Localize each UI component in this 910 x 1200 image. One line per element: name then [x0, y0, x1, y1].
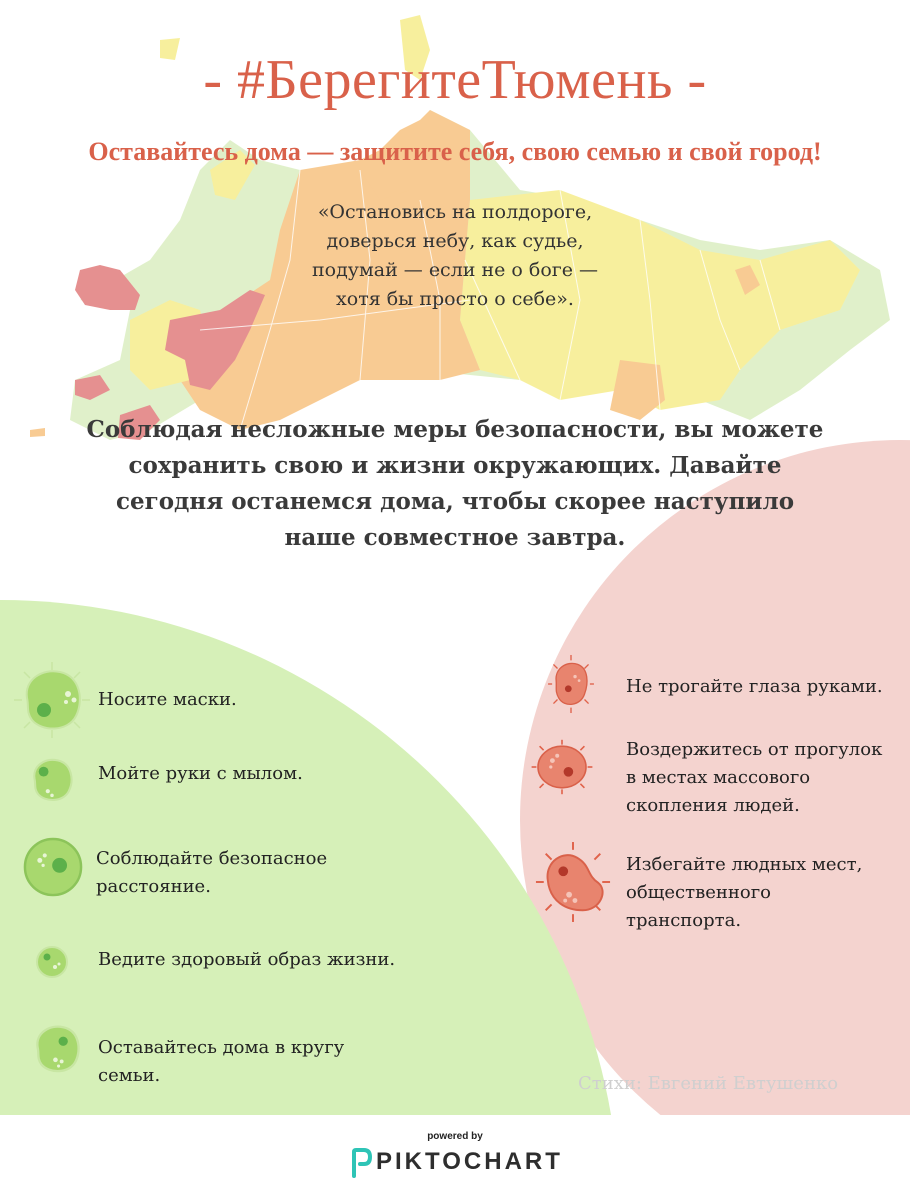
- green-germ-icon: [26, 1018, 88, 1080]
- piktochart-brand[interactable]: PIKTOCHART: [376, 1148, 563, 1175]
- dont-item-text: транспорта.: [626, 910, 742, 931]
- red-germ-icon: [544, 652, 598, 716]
- poem-quote: [255, 198, 655, 314]
- red-germ-icon: [534, 840, 612, 924]
- quote-line: доверься небу, как судье,: [326, 230, 584, 252]
- message-line: Соблюдая несложные меры безопасности, вы можете: [86, 416, 824, 443]
- do-item: [98, 760, 303, 788]
- quote-line: «Остановись на полдороге,: [317, 201, 593, 223]
- do-item-text: Соблюдайте безопасное: [96, 848, 328, 869]
- green-germ-icon: [32, 942, 72, 982]
- message-line: наше совместное завтра.: [284, 524, 626, 551]
- do-item: [98, 946, 395, 974]
- message-line: сегодня останемся дома, чтобы скорее наступило: [115, 488, 795, 515]
- page-subtitle: Оставайтесь дома — защитите себя, свою семью и свой город!: [88, 137, 822, 166]
- dont-item-text: Избегайте людных мест,: [626, 854, 863, 875]
- dont-item-text: Воздержитесь от прогулок: [626, 739, 883, 760]
- message-line: сохранить свою и жизни окружающих. Давайте: [128, 452, 782, 479]
- quote-line: хотя бы просто о себе».: [336, 288, 574, 310]
- do-item-text: Оставайтесь дома в кругу: [98, 1037, 345, 1058]
- dont-item-text: скопления людей.: [626, 795, 800, 816]
- red-germ-icon: [530, 738, 594, 796]
- do-item-text: Носите маски.: [98, 689, 237, 710]
- do-item-text: Ведите здоровый образ жизни.: [98, 949, 396, 970]
- dont-item: [626, 736, 882, 820]
- green-germ-icon: [12, 660, 92, 740]
- safety-message: [60, 412, 850, 556]
- dont-item-text: общественного: [626, 882, 771, 903]
- dont-item-text: в местах массового: [626, 767, 811, 788]
- powered-by-label: powered by: [427, 1131, 483, 1142]
- do-item-text: расстояние.: [96, 876, 211, 897]
- do-item: [98, 686, 237, 714]
- green-germ-icon: [24, 752, 80, 808]
- green-germ-icon: [20, 834, 86, 900]
- do-item: [98, 1034, 344, 1090]
- do-item: [96, 845, 327, 901]
- do-item-text: семьи.: [98, 1065, 161, 1086]
- dont-item-text: Не трогайте глаза руками.: [626, 676, 883, 697]
- dont-item: [626, 851, 862, 935]
- dont-item: [626, 673, 883, 701]
- do-item-text: Мойте руки с мылом.: [98, 763, 303, 784]
- page-title: - #БерегитеТюмень -: [203, 49, 707, 111]
- poem-credit: Стихи: Евгений Евтушенко: [578, 1073, 839, 1094]
- piktochart-logo-icon[interactable]: [352, 1148, 372, 1178]
- quote-line: подумай — если не о боге —: [311, 259, 599, 281]
